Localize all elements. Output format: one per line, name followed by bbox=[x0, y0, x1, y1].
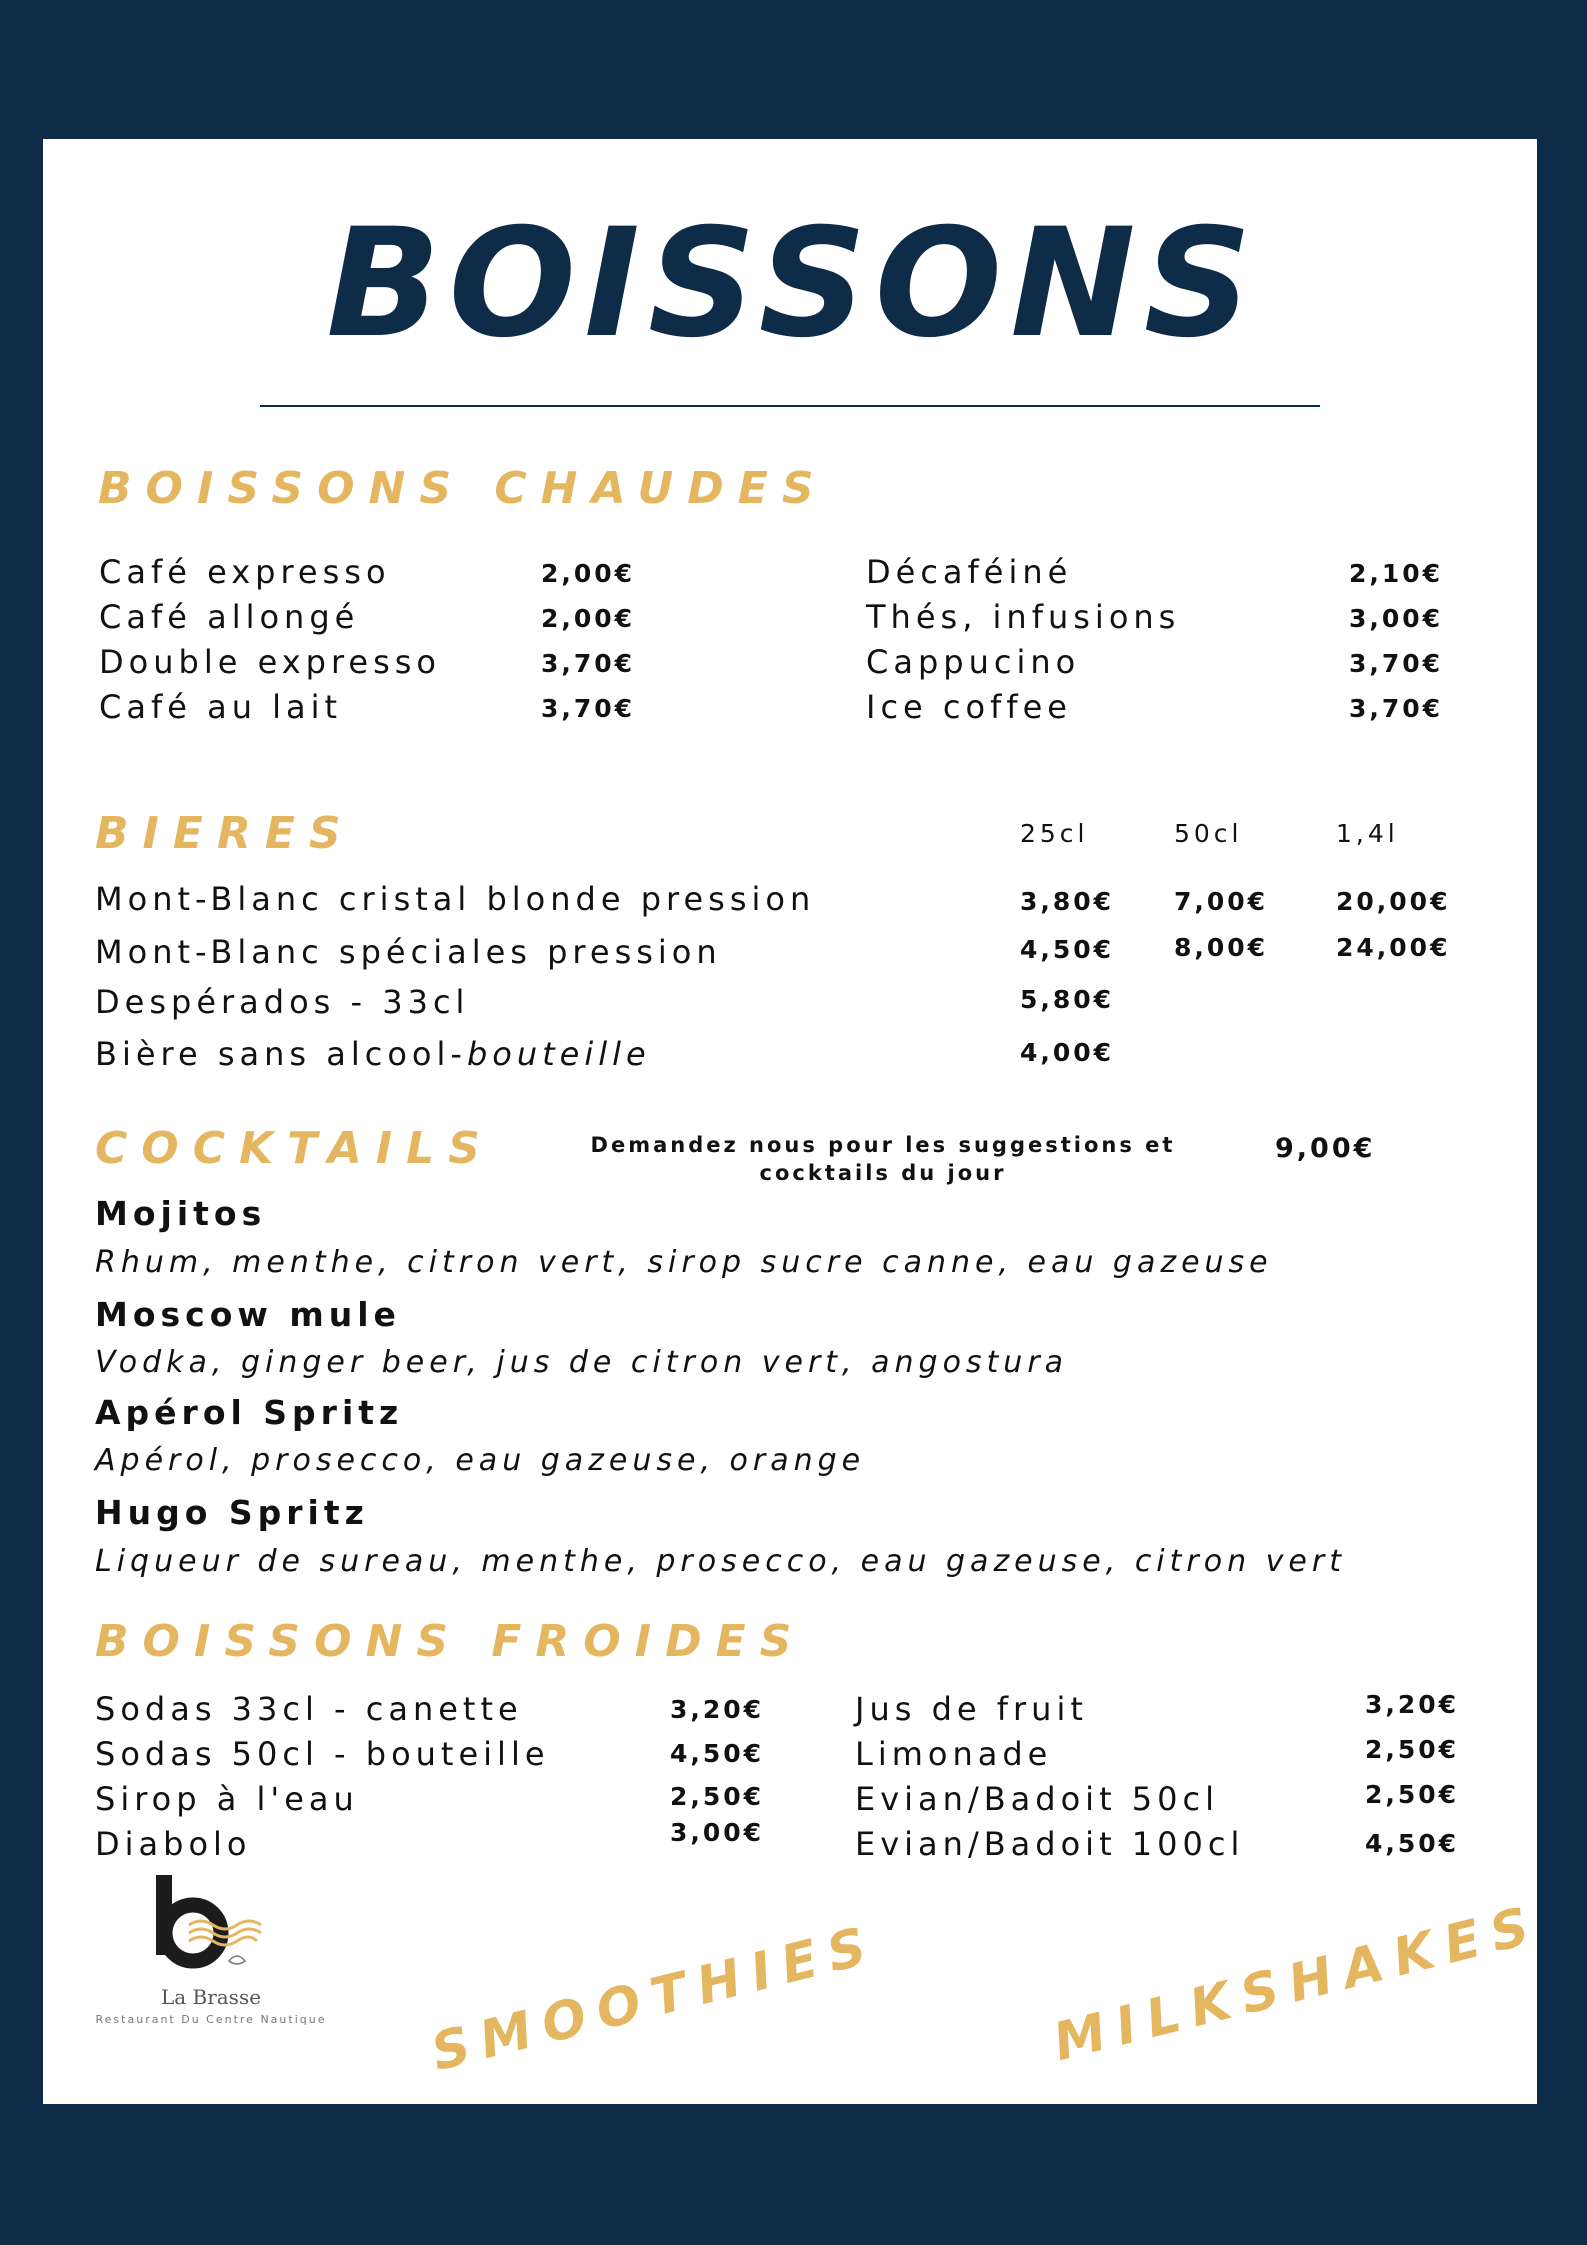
cold-item-name: Evian/Badoit 100cl bbox=[855, 1825, 1245, 1863]
beer-item-name: Mont-Blanc cristal blonde pression bbox=[95, 880, 816, 918]
cocktail-ingredients: Rhum, menthe, citron vert, sirop sucre canne, eau gazeuse bbox=[95, 1245, 1273, 1280]
cold-item-name: Sodas 50cl - bouteille bbox=[95, 1735, 550, 1773]
cold-item-price: 3,20€ bbox=[1365, 1690, 1460, 1719]
beer-item-name-italic: bouteille bbox=[466, 1035, 651, 1073]
beer-price-25cl: 4,50€ bbox=[1020, 935, 1115, 964]
cold-item-price: 4,50€ bbox=[1365, 1829, 1460, 1858]
hot-item-name: Café expresso bbox=[99, 553, 391, 591]
menu-page bbox=[43, 139, 1547, 2104]
cold-item-price: 3,20€ bbox=[670, 1695, 765, 1724]
cold-item-name: Jus de fruit bbox=[855, 1690, 1088, 1728]
cold-item-name: Evian/Badoit 50cl bbox=[855, 1780, 1219, 1818]
hot-item-name: Café allongé bbox=[99, 598, 360, 636]
section-heading-cold: BOISSONS FROIDES bbox=[95, 1616, 806, 1667]
cold-item-name: Diabolo bbox=[95, 1825, 252, 1863]
cocktail-ingredients: Vodka, ginger beer, jus de citron vert, angostura bbox=[95, 1345, 1069, 1380]
cocktails-note: Demandez nous pour les suggestions et cocktails du jour bbox=[590, 1133, 1176, 1185]
hot-item-price: 3,70€ bbox=[541, 694, 636, 723]
footer-smoothies: SMOOTHIES bbox=[425, 1914, 884, 2084]
cocktail-name: Apérol Spritz bbox=[95, 1393, 404, 1432]
cold-item-price: 2,50€ bbox=[1365, 1735, 1460, 1764]
cold-item-name: Sodas 33cl - canette bbox=[95, 1690, 523, 1728]
cold-item-price: 3,00€ bbox=[670, 1818, 765, 1847]
section-heading-cocktails: COCKTAILS bbox=[95, 1123, 494, 1174]
hot-item-name: Double expresso bbox=[99, 643, 441, 681]
beer-item-name bbox=[95, 1034, 651, 1074]
beer-price-1-4l: 24,00€ bbox=[1336, 933, 1451, 962]
page-title: BOISSONS bbox=[326, 197, 1260, 371]
beer-size-1-4l: 1,4l bbox=[1336, 819, 1399, 848]
cocktail-ingredients: Liqueur de sureau, menthe, prosecco, eau gazeuse, citron vert bbox=[95, 1544, 1346, 1579]
beer-price-50cl: 8,00€ bbox=[1174, 933, 1269, 962]
cold-item-price: 2,50€ bbox=[1365, 1780, 1460, 1809]
logo-subtitle: Restaurant Du Centre Nautique bbox=[95, 2013, 327, 2026]
cold-item-name: Sirop à l'eau bbox=[95, 1780, 359, 1818]
title-divider bbox=[260, 405, 1320, 407]
hot-item-name: Thés, infusions bbox=[866, 598, 1181, 636]
cold-item-name: Limonade bbox=[855, 1735, 1053, 1773]
cold-item-price: 4,50€ bbox=[670, 1739, 765, 1768]
section-heading-hot: BOISSONS CHAUDES bbox=[98, 463, 828, 514]
la-brasse-logo bbox=[81, 1869, 341, 2029]
beer-price-25cl: 3,80€ bbox=[1020, 887, 1115, 916]
hot-item-price: 3,70€ bbox=[541, 649, 636, 678]
beer-size-50cl: 50cl bbox=[1174, 819, 1243, 848]
beer-price-25cl: 5,80€ bbox=[1020, 985, 1115, 1014]
hot-item-name: Café au lait bbox=[99, 688, 343, 726]
hot-item-price: 3,00€ bbox=[1349, 604, 1444, 633]
hot-item-name: Décaféiné bbox=[866, 553, 1073, 591]
beer-item-name: Mont-Blanc spéciales pression bbox=[95, 933, 722, 971]
hot-item-price: 2,00€ bbox=[541, 559, 636, 588]
section-heading-beers: BIERES bbox=[95, 808, 355, 859]
beer-price-50cl: 7,00€ bbox=[1174, 887, 1269, 916]
cocktail-ingredients: Apérol, prosecco, eau gazeuse, orange bbox=[95, 1443, 866, 1478]
hot-item-price: 2,00€ bbox=[541, 604, 636, 633]
footer-milkshakes: MILKSHAKES bbox=[1047, 1894, 1547, 2074]
beer-item-name-plain: Bière sans alcool- bbox=[95, 1035, 467, 1073]
cold-item-price: 2,50€ bbox=[670, 1782, 765, 1811]
beer-price-1-4l: 20,00€ bbox=[1336, 887, 1451, 916]
hot-item-name: Cappucino bbox=[866, 643, 1081, 681]
cocktail-name: Mojitos bbox=[95, 1194, 267, 1233]
cocktail-name: Moscow mule bbox=[95, 1295, 401, 1334]
cocktails-price: 9,00€ bbox=[1275, 1133, 1376, 1164]
la-brasse-logo-mark-icon bbox=[81, 1869, 341, 1981]
hot-item-price: 2,10€ bbox=[1349, 559, 1444, 588]
hot-item-price: 3,70€ bbox=[1349, 694, 1444, 723]
hot-item-name: Ice coffee bbox=[866, 688, 1072, 726]
beer-item-name: Despérados - 33cl bbox=[95, 983, 470, 1021]
beer-size-25cl: 25cl bbox=[1020, 819, 1089, 848]
hot-item-price: 3,70€ bbox=[1349, 649, 1444, 678]
logo-name: La Brasse bbox=[160, 1985, 262, 2009]
beer-price-25cl: 4,00€ bbox=[1020, 1038, 1115, 1067]
cocktail-name: Hugo Spritz bbox=[95, 1493, 369, 1532]
